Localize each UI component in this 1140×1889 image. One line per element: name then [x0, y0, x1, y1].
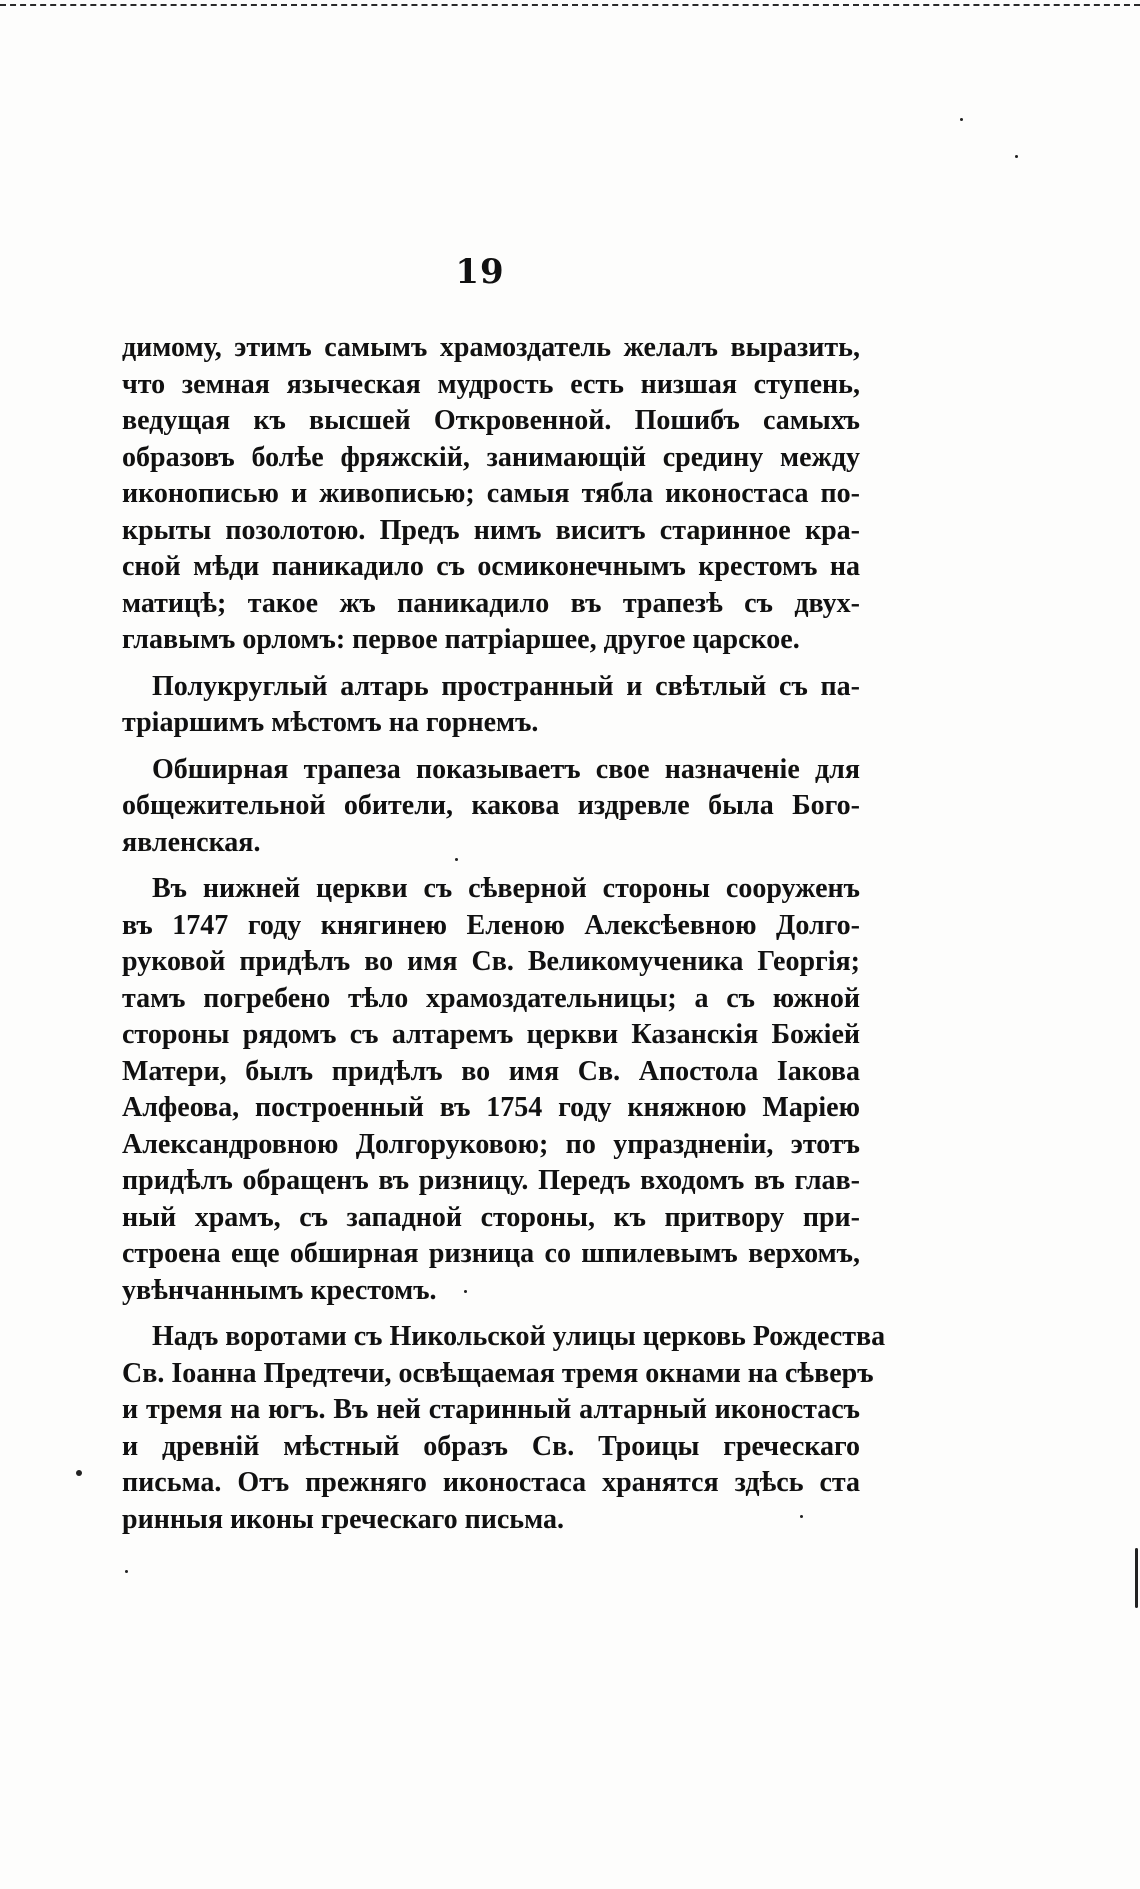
text-line: ведущая къ высшей Откровенной. Пошибъ самыхъ: [122, 405, 860, 436]
text-line: общежительной обители, какова издревле была Бого-: [122, 790, 860, 821]
text-line: что земная языческая мудрость есть низшая ступень,: [122, 368, 860, 400]
page-edge-rule: [0, 4, 1140, 6]
text-line: иконописью и живописью; самыя тябла иконостаса по-: [122, 478, 860, 509]
scan-speck: [960, 118, 963, 121]
text-line: стороны рядомъ съ алтаремъ церкви Казанскія Божіей: [122, 1019, 860, 1050]
text-line: Надъ воротами съ Никольской улицы церковь Рождества: [152, 1321, 886, 1352]
text-line: тамъ погребено тѣло храмоздательницы; а съ южной: [122, 982, 860, 1014]
scan-speck: [1015, 155, 1018, 158]
text-line: тріаршимъ мѣстомъ на горнемъ.: [122, 707, 539, 738]
text-line: явленская.: [122, 826, 261, 858]
scan-speck: [1135, 1548, 1138, 1608]
page-number: 19: [455, 252, 505, 292]
text-line: Полукруглый алтарь пространный и свѣтлый съ па-: [152, 670, 860, 702]
scan-speck: [125, 1570, 128, 1573]
text-line: увѣнчаннымъ крестомъ.: [122, 1274, 437, 1306]
paragraph-lower-church: [122, 871, 860, 1309]
text-line: въ 1747 году княгинею Еленою Алексѣевною Долго-: [122, 909, 860, 941]
text-line: сной мѣди паникадило съ осмиконечнымъ крестомъ на: [122, 551, 860, 582]
body-text: [122, 330, 886, 1548]
paragraph-gate-church: [122, 1319, 886, 1538]
text-line: крыты позолотою. Предъ нимъ виситъ старинное кра-: [122, 514, 860, 546]
scan-speck: [464, 1290, 467, 1293]
text-line: и древній мѣстный образъ Св. Троицы греческаго: [122, 1430, 860, 1462]
text-line: и тремя на югъ. Въ ней старинный алтарный иконостасъ: [122, 1394, 860, 1425]
paragraph-altar: [122, 669, 860, 742]
text-line: Въ нижней церкви съ сѣверной стороны сооруженъ: [152, 873, 860, 904]
text-line: Александровною Долгоруковою; по упраздненіи, этотъ: [122, 1128, 860, 1160]
text-line: ринныя иконы греческаго письма.: [122, 1503, 564, 1535]
text-line: Матери, былъ придѣлъ во имя Св. Апостола Іакова: [122, 1055, 860, 1087]
text-line: ный храмъ, съ западной стороны, къ притвору при-: [122, 1201, 860, 1233]
text-line: руковой придѣлъ во имя Св. Великомученика Георгія;: [122, 946, 860, 977]
text-line: строена еще обширная ризница со шпилевымъ верхомъ,: [122, 1238, 860, 1269]
paragraph-iconostasis: [122, 330, 860, 659]
scan-speck: [76, 1470, 82, 1476]
text-line: письма. Отъ прежняго иконостаса хранятся здѣсь ста: [122, 1467, 860, 1498]
text-line: Св. Іоанна Предтечи, освѣщаемая тремя окнами на сѣверъ: [122, 1357, 874, 1389]
text-line: Алфеова, построенный въ 1754 году княжною Маріею: [122, 1092, 860, 1123]
paragraph-refectory: [122, 752, 860, 862]
text-line: димому, этимъ самымъ храмоздатель желалъ выразить,: [122, 332, 860, 363]
text-line: образовъ болѣе фряжскій, занимающій средину между: [122, 441, 860, 473]
scan-speck: [800, 1515, 803, 1518]
text-line: придѣлъ обращенъ въ ризницу. Передъ входомъ въ глав-: [122, 1165, 860, 1196]
text-line: матицѣ; такое жъ паникадило въ трапезѣ съ двух-: [122, 587, 860, 619]
text-line: главымъ орломъ: первое патріаршее, другое царское.: [122, 624, 800, 655]
scan-speck: [455, 858, 458, 861]
text-line: Обширная трапеза показываетъ свое назначеніе для: [152, 753, 860, 785]
